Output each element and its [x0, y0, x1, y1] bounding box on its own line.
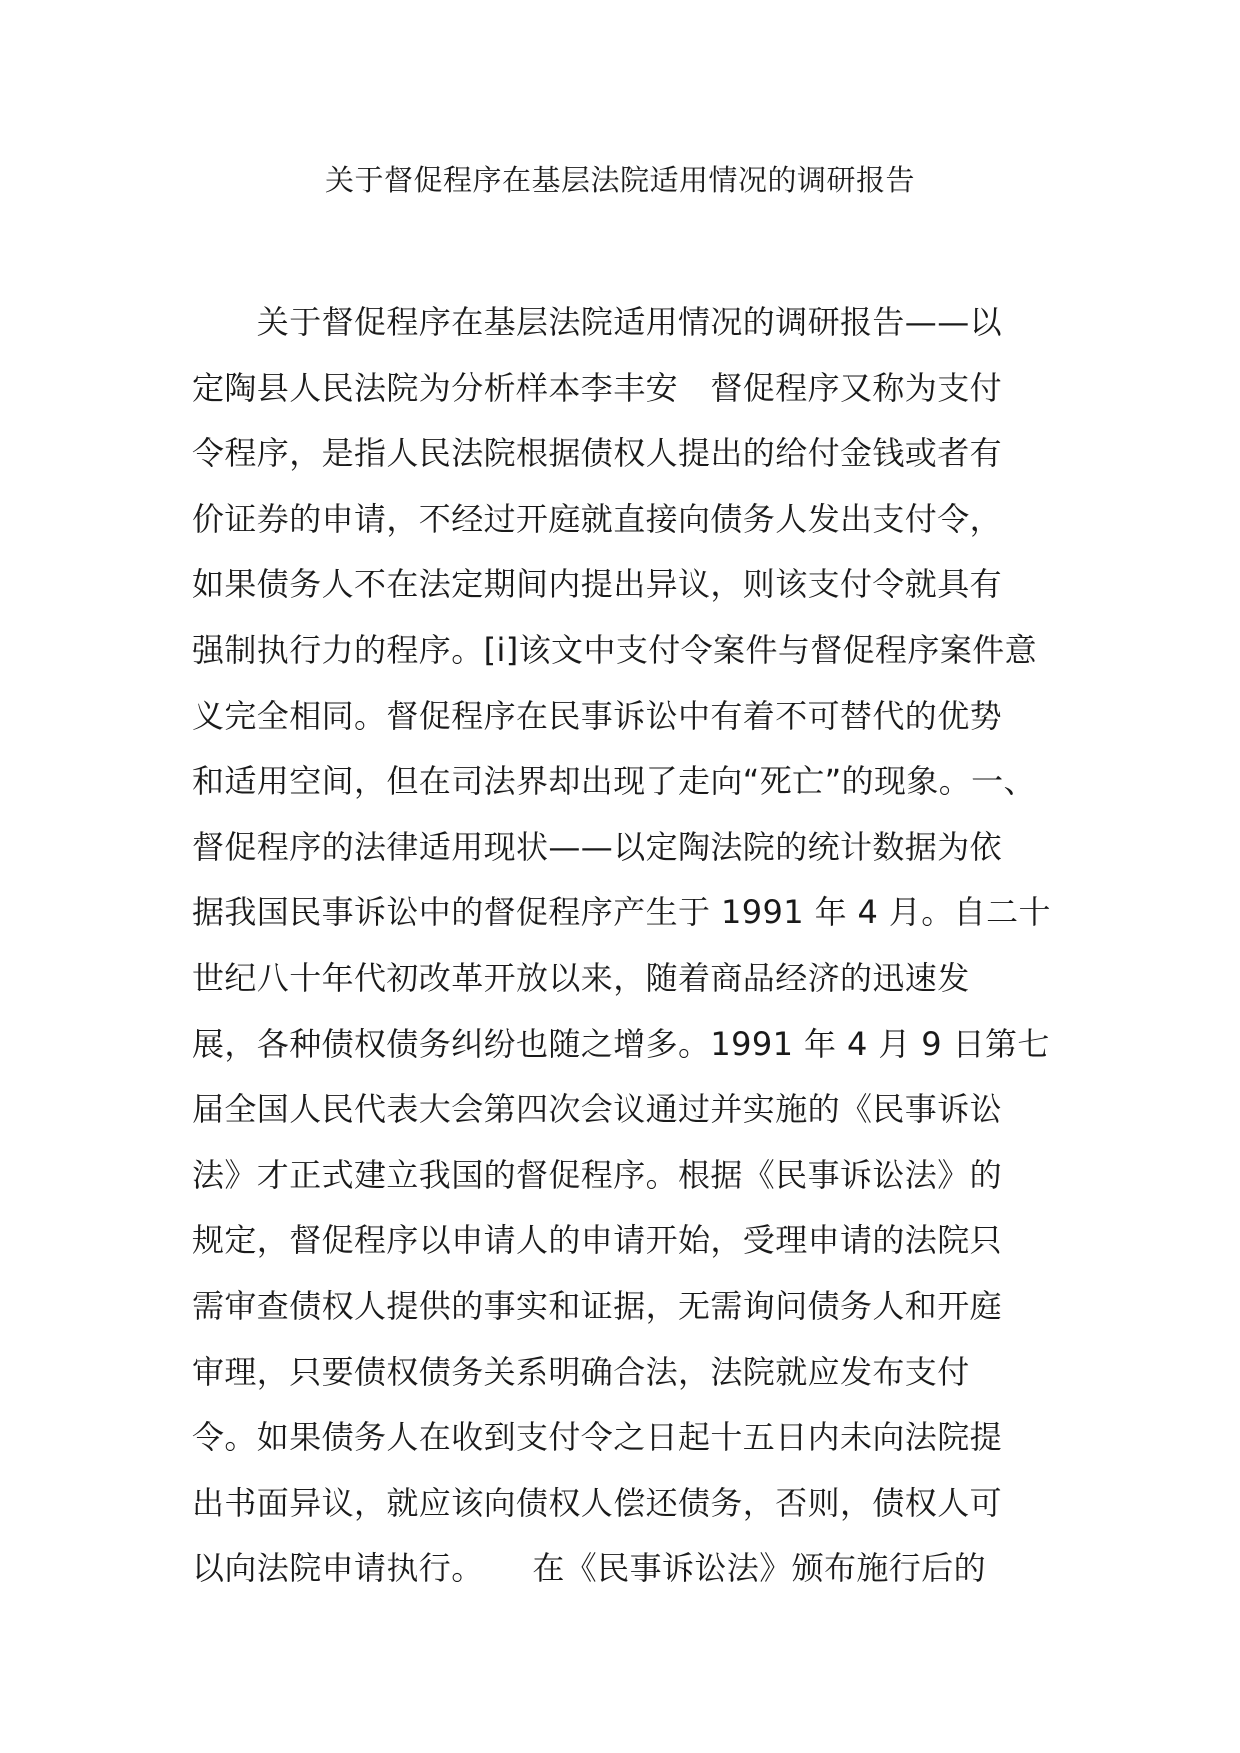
body-line: 价证券的申请，不经过开庭就直接向债务人发出支付令，	[192, 499, 1003, 538]
body-line: 届全国人民代表大会第四次会议通过并实施的《民事诉讼	[192, 1090, 1003, 1129]
body-line: 令程序，是指人民法院根据债权人提出的给付金钱或者有	[192, 434, 1003, 473]
body-line: 和适用空间，但在司法界却出现了走向“死亡”的现象。一、	[192, 762, 1036, 801]
body-line: 义完全相同。督促程序在民事诉讼中有着不可替代的优势	[192, 696, 1003, 735]
document-title: 关于督促程序在基层法院适用情况的调研报告	[324, 163, 915, 197]
body-line: 定陶县人民法院为分析样本李丰安 督促程序又称为支付	[192, 368, 1003, 407]
body-line: 强制执行力的程序。[i]该文中支付令案件与督促程序案件意	[192, 630, 1038, 669]
body-line: 出书面异议，就应该向债权人偿还债务，否则，债权人可	[192, 1483, 1003, 1522]
body-line: 规定，督促程序以申请人的申请开始，受理申请的法院只	[192, 1221, 1003, 1260]
body-line: 以向法院申请执行。 在《民事诉讼法》颁布施行后的	[192, 1549, 987, 1588]
body-line: 如果债务人不在法定期间内提出异议，则该支付令就具有	[192, 565, 1003, 604]
body-line: 法》才正式建立我国的督促程序。根据《民事诉讼法》的	[192, 1155, 1003, 1194]
body-line: 据我国民事诉讼中的督促程序产生于 1991 年 4 月。自二十	[192, 893, 1051, 932]
body-line: 展，各种债权债务纠纷也随之增多。1991 年 4 月 9 日第七	[192, 1024, 1050, 1063]
body-line: 需审查债权人提供的事实和证据，无需询问债务人和开庭	[192, 1286, 1003, 1325]
body-line: 审理，只要债权债务关系明确合法，法院就应发布支付	[192, 1352, 970, 1391]
body-line: 关于督促程序在基层法院适用情况的调研报告——以	[192, 303, 1003, 341]
body-line: 督促程序的法律适用现状——以定陶法院的统计数据为依	[192, 827, 1003, 866]
document-body	[192, 290, 1072, 1602]
body-line: 令。如果债务人在收到支付令之日起十五日内未向法院提	[192, 1418, 1003, 1457]
body-line: 世纪八十年代初改革开放以来，随着商品经济的迅速发	[192, 958, 970, 997]
